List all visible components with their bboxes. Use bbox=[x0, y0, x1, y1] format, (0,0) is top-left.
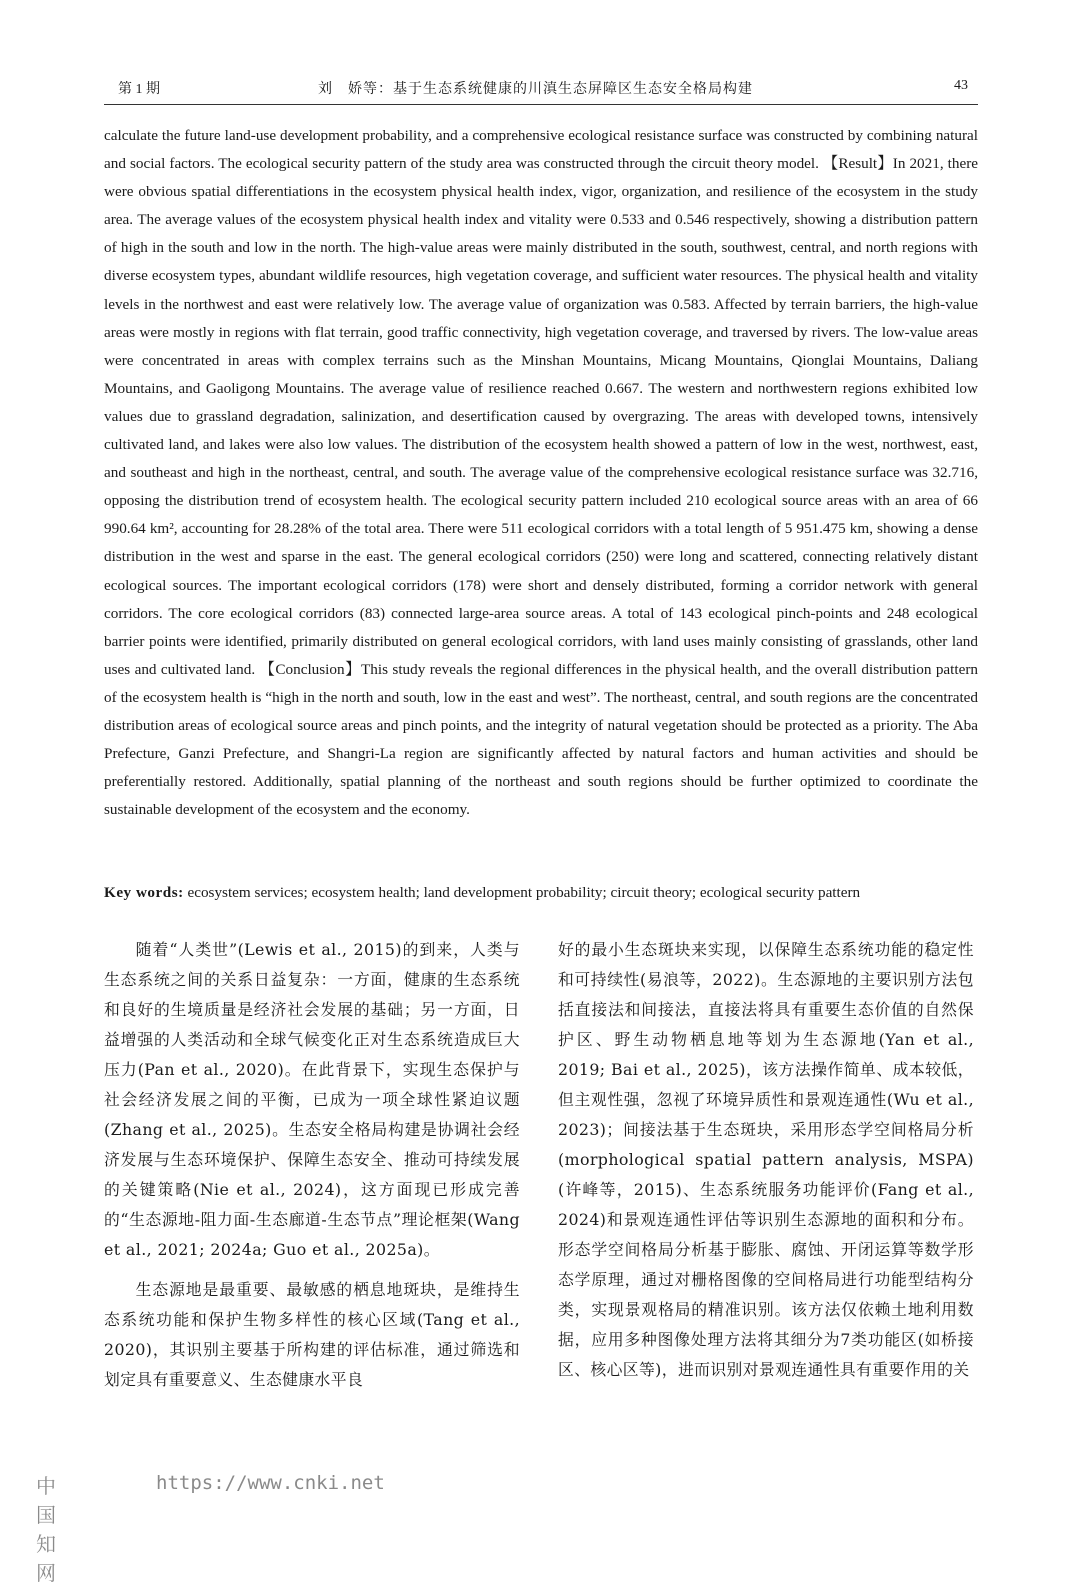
keywords-text: ecosystem services; ecosystem health; land development probability; circuit theory; ecological security pattern bbox=[187, 884, 861, 901]
paragraph: 生态源地是最重要、最敏感的栖息地斑块，是维持生态系统功能和保护生物多样性的核心区域(Tang et al., 2020)，其识别主要基于所构建的评估标准，通过筛选和划定具有重要意义、生态健康水平良 bbox=[104, 1280, 520, 1389]
body-column-right bbox=[558, 935, 974, 1385]
paragraph: 随着“人类世”(Lewis et al., 2015)的到来，人类与生态系统之间的关系日益复杂：一方面，健康的生态系统和良好的生境质量是经济社会发展的基础；另一方面，日益增强的人类活动和全球气候变化正对生态系统造成巨大压力(Pan et al., 2020)。在此背景下，实现生态保护与社会经济发展之间的平衡，已成为一项全球性紧迫议题(Zhang et al., 2025)。生态安全格局构建是协调社会经济发展与生态环境保护、保障生态安全、推动可持续发展的关键策略(Nie et al., 2024)，这方面现已形成完善的“生态源地-阻力面-生态廊道-生态节点”理论框架(Wang et al., 2021; 2024a; Guo et al., 2025a)。 bbox=[104, 940, 520, 1259]
issue-label: 第 1 期 bbox=[118, 82, 160, 97]
running-header bbox=[118, 78, 968, 100]
cnki-url-link[interactable]: https://www.cnki.net bbox=[156, 1472, 385, 1494]
page-number: 43 bbox=[954, 78, 968, 93]
body-column-left bbox=[104, 935, 520, 1395]
running-title: 刘 娇等：基于生态系统健康的川滇生态屏障区生态安全格局构建 bbox=[318, 82, 753, 97]
abstract-text: calculate the future land-use development probability, and a comprehensive ecological resistance surface was constructed by combining natural and social factors. The ecological security pattern of the study area was constructed through the circuit theory model. 【Result】In 2021, there were obvious spatial differentiations in the ecosystem physical health index, vigor, organization, and resilience of the ecosystem in the study area. The average values of the ecosystem physical health index and vitality were 0.533 and 0.546 respectively, showing a distribution pattern of high in the south and low in the north. The high-value areas were mainly distributed in the south, southwest, central, and north regions with diverse ecosystem types, abundant wildlife resources, high vegetation coverage, and sufficient water resources. The physical health and vitality levels in the northwest and east were relatively low. The average value of organization was 0.583. Affected by terrain barriers, the high-value areas were mostly in regions with flat terrain, good traffic connectivity, high vegetation coverage, and traversed by rivers. The low-value areas were concentrated in areas with complex terrains such as the Minshan Mountains, Micang Mountains, Qionglai Mountains, Daliang Mountains, and Gaoligong Mountains. The average value of resilience reached 0.667. The western and northwestern regions exhibited low values due to grassland degradation, salinization, and desertification caused by overgrazing. The areas with developed towns, intensively cultivated land, and lakes were also low values. The distribution of the ecosystem health showed a pattern of low in the west, northwest, east, and southeast and high in the northeast, central, and south. The average value of the comprehensive ecological resistance surface was 32.716, opposing the distribution trend of ecosystem health. The ecological security pattern included 210 ecological source areas with an area of 66 990.64 km², accounting for 28.28% of the total area. There were 511 ecological corridors with a total length of 5 951.475 km, showing a dense distribution in the west and sparse in the east. The general ecological corridors (250) were long and scattered, connecting relatively distant ecological sources. The important ecological corridors (178) were short and densely distributed, forming a corridor network with general corridors. The core ecological corridors (83) connected large-area source areas. A total of 143 ecological pinch-points and 248 ecological barrier points were identified, primarily distributed on general ecological corridors, with land uses mainly consisting of grasslands, other land uses and cultivated land. 【Conclusion】This study reveals the regional differences in the physical health, and the overall distribution pattern of the ecosystem health is “high in the north and south, low in the east and west”. The northeast, central, and south regions are the concentrated distribution areas of ecological source areas and pinch points, and the integrity of natural vegetation should be protected as a priority. The Aba Prefecture, Ganzi Prefecture, and Shangri-La region are significantly affected by natural factors and human activities and should be preferentially restored. Additionally, spatial planning of the northeast and south regions should be further optimized to coordinate the sustainable development of the ecosystem and the economy. bbox=[104, 127, 978, 819]
english-abstract bbox=[104, 122, 978, 824]
cnki-logo: 中国知网 bbox=[36, 1474, 57, 1585]
keywords-line bbox=[104, 879, 978, 907]
keywords-label: Key words: bbox=[104, 884, 184, 901]
paragraph: 好的最小生态斑块来实现，以保障生态系统功能的稳定性和可持续性(易浪等，2022)。生态源地的主要识别方法包括直接法和间接法，直接法将具有重要生态价值的自然保护区、野生动物栖息地等划为生态源地(Yan et al., 2019; Bai et al., 2025)，该方法操作简单、成本较低，但主观性强，忽视了环境异质性和景观连通性(Wu et al., 2023)；间接法基于生态斑块，采用形态学空间格局分析(morphological spatial pattern analysis, MSPA)(许峰等，2015)、生态系统服务功能评价(Fang et al., 2024)和景观连通性评估等识别生态源地的面积和分布。形态学空间格局分析基于膨胀、腐蚀、开闭运算等数学形态学原理，通过对栅格图像的空间格局进行功能型结构分类，实现景观格局的精准识别。该方法仅依赖土地利用数据，应用多种图像处理方法将其细分为7类功能区(如桥接区、核心区等)，进而识别对景观连通性具有重要作用的关 bbox=[558, 940, 974, 1379]
header-rule bbox=[104, 104, 978, 105]
